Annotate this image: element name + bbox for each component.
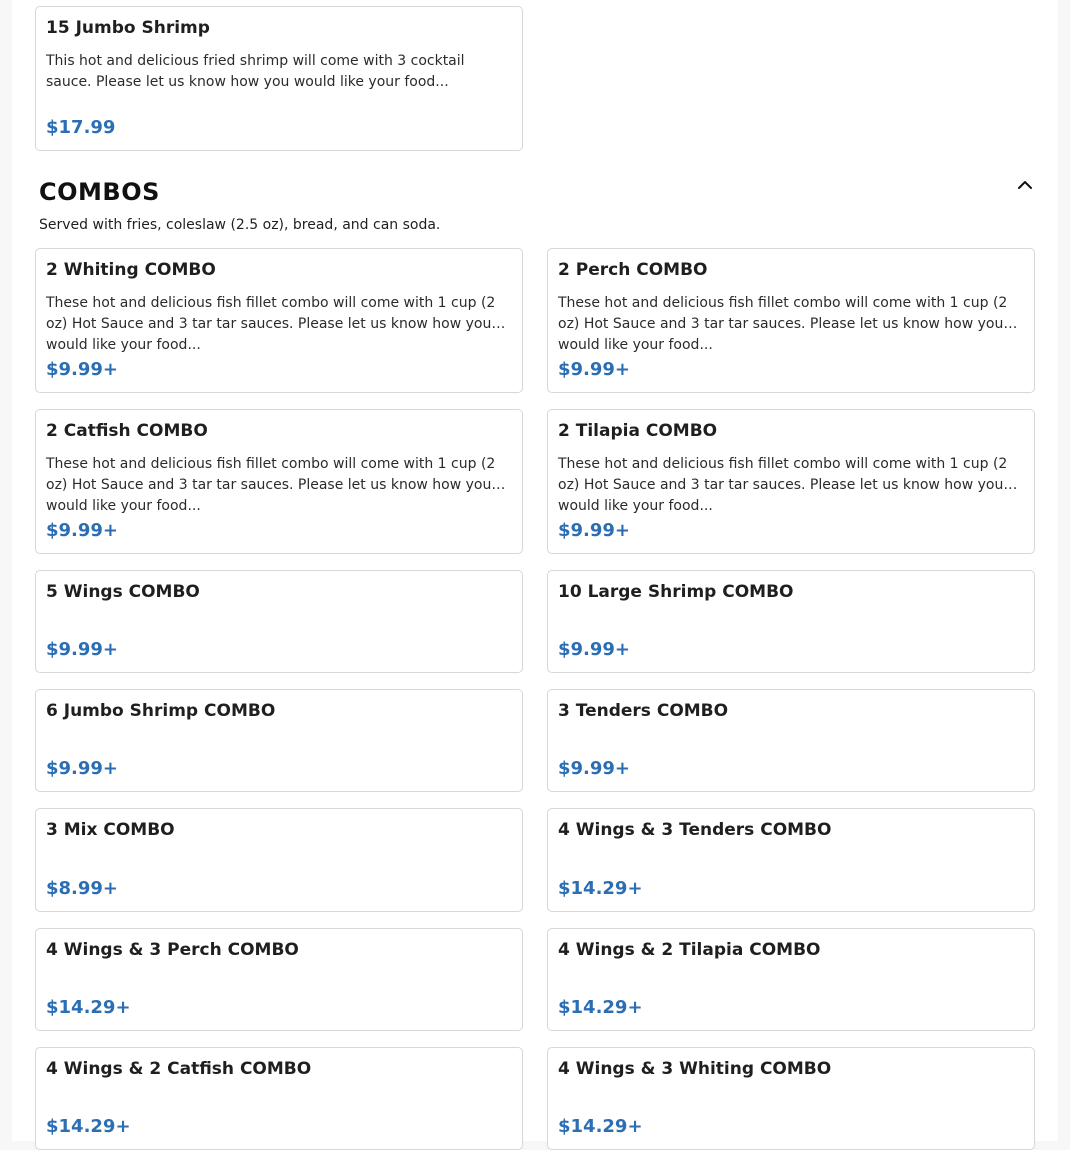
- menu-item-title: 4 Wings & 3 Whiting COMBO: [558, 1059, 832, 1079]
- menu-item-title: 4 Wings & 3 Perch COMBO: [46, 940, 299, 960]
- menu-item-title: 5 Wings COMBO: [46, 582, 200, 602]
- menu-item-price: $14.29+: [558, 878, 643, 899]
- menu-item-title: 4 Wings & 2 Catfish COMBO: [46, 1059, 312, 1079]
- menu-item-card[interactable]: [35, 808, 523, 912]
- menu-item-description: These hot and delicious fish fillet combo will come with 1 cup (2 oz) Hot Sauce and 3 tar tar sauces. Please let us know how you would like your food...: [558, 456, 1008, 514]
- chevron-up-icon: [1017, 180, 1033, 190]
- menu-item-title: 2 Tilapia COMBO: [558, 421, 718, 441]
- menu-item-card[interactable]: [35, 928, 523, 1031]
- menu-item-title: 15 Jumbo Shrimp: [46, 18, 210, 38]
- menu-item-title: 4 Wings & 3 Tenders COMBO: [558, 820, 832, 840]
- section-subtitle: Served with fries, coleslaw (2.5 oz), bread, and can soda.: [39, 217, 441, 233]
- menu-item-card[interactable]: [35, 1047, 523, 1150]
- menu-item-card[interactable]: [35, 689, 523, 792]
- menu-item-title: 2 Whiting COMBO: [46, 260, 216, 280]
- menu-item-card[interactable]: [547, 570, 1035, 673]
- menu-item-price: $9.99+: [46, 758, 119, 779]
- menu-item-price: $14.29+: [558, 1116, 643, 1137]
- menu-item-price: $9.99+: [46, 520, 119, 541]
- menu-item-card[interactable]: [547, 689, 1035, 792]
- menu-item-title: 2 Perch COMBO: [558, 260, 708, 280]
- menu-item-price: $9.99+: [46, 639, 119, 660]
- menu-item-description: These hot and delicious fish fillet combo will come with 1 cup (2 oz) Hot Sauce and 3 tar tar sauces. Please let us know how you would like your food...: [558, 295, 1008, 353]
- menu-item-price: $9.99+: [558, 639, 631, 660]
- collapse-section-button[interactable]: [1013, 173, 1037, 197]
- menu-page: [12, 0, 1058, 1141]
- menu-item-title: 10 Large Shrimp COMBO: [558, 582, 794, 602]
- menu-item-card[interactable]: [547, 808, 1035, 912]
- menu-item-price: $9.99+: [558, 520, 631, 541]
- menu-item-price: $17.99: [46, 117, 116, 138]
- menu-item-price: $14.29+: [46, 997, 131, 1018]
- menu-item-card[interactable]: [547, 1047, 1035, 1150]
- menu-item-description: These hot and delicious fish fillet combo will come with 1 cup (2 oz) Hot Sauce and 3 tar tar sauces. Please let us know how you would like your food...: [46, 295, 496, 353]
- menu-item-price: $14.29+: [558, 997, 643, 1018]
- menu-item-title: 3 Tenders COMBO: [558, 701, 729, 721]
- menu-item-card[interactable]: [547, 928, 1035, 1031]
- menu-item-card[interactable]: [35, 6, 523, 151]
- menu-item-title: 4 Wings & 2 Tilapia COMBO: [558, 940, 821, 960]
- menu-item-description: These hot and delicious fish fillet combo will come with 1 cup (2 oz) Hot Sauce and 3 tar tar sauces. Please let us know how you would like your food...: [46, 456, 496, 514]
- section-title: COMBOS: [39, 178, 160, 206]
- menu-item-price: $14.29+: [46, 1116, 131, 1137]
- menu-item-title: 6 Jumbo Shrimp COMBO: [46, 701, 276, 721]
- menu-item-title: 2 Catfish COMBO: [46, 421, 208, 441]
- menu-item-card[interactable]: [35, 248, 523, 393]
- menu-item-price: $9.99+: [558, 758, 631, 779]
- menu-item-price: $9.99+: [46, 359, 119, 380]
- menu-item-card[interactable]: [547, 248, 1035, 393]
- menu-item-title: 3 Mix COMBO: [46, 820, 175, 840]
- menu-item-card[interactable]: [35, 570, 523, 673]
- menu-item-price: $8.99+: [46, 878, 119, 899]
- menu-item-card[interactable]: [547, 409, 1035, 554]
- menu-item-description: This hot and delicious fried shrimp will come with 3 cocktail sauce. Please let us know how you would like your food...: [46, 53, 465, 90]
- menu-item-card[interactable]: [35, 409, 523, 554]
- menu-item-price: $9.99+: [558, 359, 631, 380]
